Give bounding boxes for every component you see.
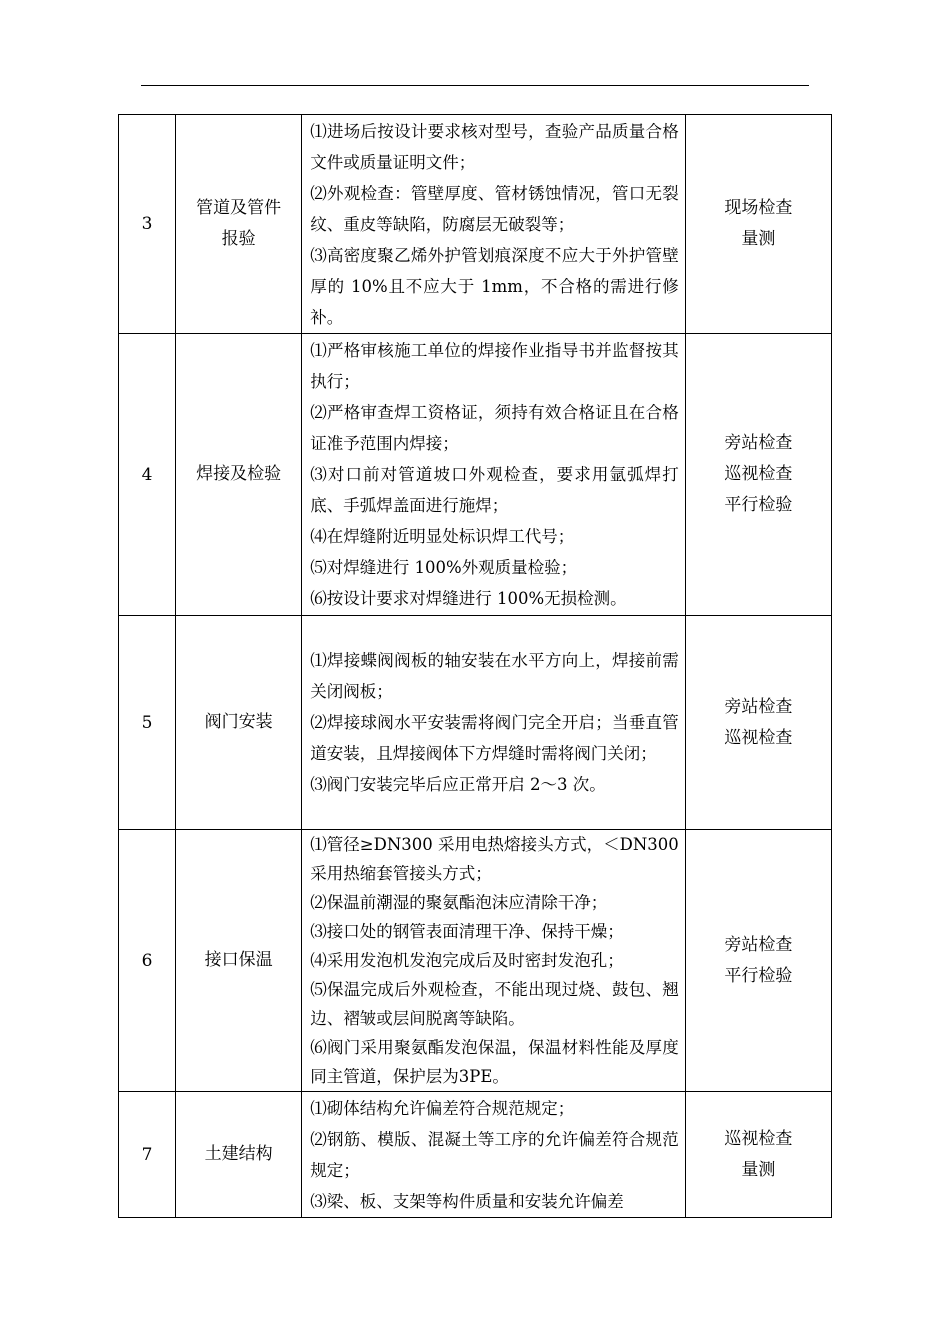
method-line-3: 平行检验 <box>724 495 793 515</box>
item-name-line-1: 焊接及检验 <box>196 464 282 484</box>
requirement-item: ⑷采用发泡机发泡完成后及时密封发泡孔； <box>310 951 624 970</box>
requirement-item: ⑵严格审查焊工资格证，须持有效合格证且在合格证准予范围内焊接； <box>310 403 679 453</box>
item-name-line-2: 报验 <box>221 229 256 249</box>
item-name <box>176 616 302 830</box>
requirement-item: ⑷在焊缝附近明显处标识焊工代号； <box>310 527 575 546</box>
requirements-cell <box>302 115 686 334</box>
requirement-item: ⑹阀门采用聚氨酯发泡保温，保温材料性能及厚度同主管道，保护层为3PE。 <box>310 1038 679 1086</box>
requirement-item: ⑵钢筋、模版、混凝土等工序的允许偏差符合规范规定； <box>310 1129 679 1180</box>
item-name <box>176 334 302 616</box>
requirement-item: ⑸保温完成后外观检查，不能出现过烧、鼓包、翘边、褶皱或层间脱离等缺陷。 <box>310 980 679 1028</box>
requirements-cell <box>302 616 686 830</box>
requirement-item: ⑶梁、板、支架等构件质量和安装允许偏差 <box>310 1191 624 1211</box>
requirement-item: ⑶接口处的钢管表面清理干净、保持干燥； <box>310 922 624 941</box>
requirement-item: ⑶高密度聚乙烯外护管划痕深度不应大于外护管壁厚的 10%且不应大于 1mm，不合格的需进行修补。 <box>310 245 679 327</box>
method-line-2: 量测 <box>741 229 776 249</box>
method-line-1: 旁站检查 <box>724 696 793 717</box>
inspection-method <box>685 616 831 830</box>
inspection-method <box>685 334 831 616</box>
item-name-line-1: 接口保温 <box>204 950 273 970</box>
requirement-item: ⑵保温前潮湿的聚氨酯泡沫应清除干净； <box>310 893 608 912</box>
requirement-item: ⑴管径≥DN300 采用电热熔接头方式，＜DN300采用热缩套管接头方式； <box>310 835 679 883</box>
requirement-item: ⑵外观检查：管壁厚度、管材锈蚀情况，管口无裂纹、重皮等缺陷，防腐层无破裂等； <box>310 183 679 234</box>
requirement-item: ⑶对口前对管道坡口外观检查，要求用氩弧焊打底、手弧焊盖面进行施焊； <box>310 465 679 515</box>
method-line-2: 平行检验 <box>724 965 793 986</box>
requirement-item: ⑴进场后按设计要求核对型号，查验产品质量合格文件或质量证明文件； <box>310 121 679 172</box>
row-number: 7 <box>119 1092 176 1218</box>
row-number: 3 <box>119 115 176 334</box>
method-line-1: 旁站检查 <box>724 934 793 955</box>
requirement-item: ⑴焊接蝶阀阀板的轴安装在水平方向上，焊接前需关闭阀板； <box>310 651 679 701</box>
requirement-item: ⑹按设计要求对焊缝进行 100%无损检测。 <box>310 589 627 608</box>
requirements-cell <box>302 334 686 616</box>
item-name-line-1: 阀门安装 <box>204 712 273 732</box>
method-line-2: 巡视检查 <box>724 464 793 484</box>
item-name <box>176 115 302 334</box>
item-name <box>176 1092 302 1218</box>
requirements-cell <box>302 1092 686 1218</box>
method-line-1: 巡视检查 <box>724 1128 793 1149</box>
inspection-table <box>118 114 832 1218</box>
header-rule <box>141 85 809 86</box>
method-line-2: 巡视检查 <box>724 727 793 748</box>
requirement-item: ⑶阀门安装完毕后应正常开启 2～3 次。 <box>310 775 606 794</box>
table-row <box>119 1092 832 1218</box>
requirement-item: ⑴砌体结构允许偏差符合规范规定； <box>310 1098 575 1118</box>
table-row <box>119 115 832 334</box>
row-number: 5 <box>119 616 176 830</box>
table-row <box>119 334 832 616</box>
requirement-item: ⑸对焊缝进行 100%外观质量检验； <box>310 558 578 577</box>
inspection-method <box>685 1092 831 1218</box>
row-number: 6 <box>119 830 176 1092</box>
inspection-method <box>685 830 831 1092</box>
method-line-2: 量测 <box>741 1159 776 1180</box>
method-line-1: 现场检查 <box>724 198 793 218</box>
row-number: 4 <box>119 334 176 616</box>
table-row <box>119 830 832 1092</box>
item-name <box>176 830 302 1092</box>
inspection-method <box>685 115 831 334</box>
requirement-item: ⑴严格审核施工单位的焊接作业指导书并监督按其执行； <box>310 341 679 391</box>
item-name-line-1: 管道及管件 <box>196 198 282 218</box>
requirements-cell <box>302 830 686 1092</box>
item-name-line-1: 土建结构 <box>204 1144 273 1164</box>
requirement-item: ⑵焊接球阀水平安装需将阀门完全开启；当垂直管道安装，且焊接阀体下方焊缝时需将阀门关闭； <box>310 713 679 763</box>
table-row <box>119 616 832 830</box>
method-line-1: 旁站检查 <box>724 433 793 453</box>
